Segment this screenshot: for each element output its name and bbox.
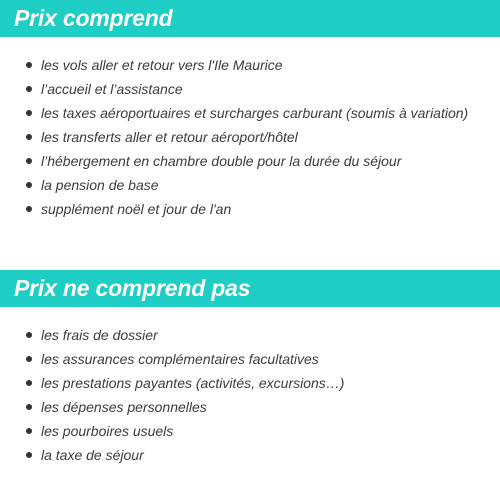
excluded-item [0, 419, 500, 443]
included-header [0, 0, 500, 37]
included-item-label: les vols aller et retour vers l'Ile Maurice [41, 57, 283, 73]
bullet-icon [26, 356, 32, 362]
excluded-list [0, 307, 500, 467]
excluded-item-label: les assurances complémentaires facultatives [41, 351, 319, 367]
included-item [0, 197, 500, 221]
included-item-label: l’hébergement en chambre double pour la durée du séjour [41, 153, 402, 169]
excluded-item-label: la taxe de séjour [41, 447, 144, 463]
bullet-icon [26, 110, 32, 116]
excluded-item [0, 323, 500, 347]
excluded-item [0, 371, 500, 395]
excluded-item [0, 347, 500, 371]
bullet-icon [26, 158, 32, 164]
bullet-icon [26, 182, 32, 188]
included-item [0, 101, 500, 125]
bullet-icon [26, 134, 32, 140]
bullet-icon [26, 62, 32, 68]
bullet-icon [26, 86, 32, 92]
included-item-label: les taxes aéroportuaires et surcharges carburant (soumis à variation) [41, 105, 469, 121]
bullet-icon [26, 428, 32, 434]
included-title: Prix comprend [14, 5, 173, 31]
included-item [0, 77, 500, 101]
included-item-label: la pension de base [41, 177, 159, 193]
included-item [0, 53, 500, 77]
bullet-icon [26, 452, 32, 458]
included-item-label: l’accueil et l’assistance [41, 81, 183, 97]
excluded-item-label: les pourboires usuels [41, 423, 174, 439]
included-item-label: supplément noël et jour de l'an [41, 201, 232, 217]
included-item [0, 149, 500, 173]
excluded-item-label: les frais de dossier [41, 327, 158, 343]
included-item-label: les transferts aller et retour aéroport/hôtel [41, 129, 298, 145]
bullet-icon [26, 380, 32, 386]
excluded-section [0, 270, 500, 467]
bullet-icon [26, 206, 32, 212]
bullet-icon [26, 404, 32, 410]
excluded-item-label: les dépenses personnelles [41, 399, 207, 415]
excluded-header [0, 270, 500, 307]
excluded-item [0, 395, 500, 419]
included-list [0, 37, 500, 221]
included-section [0, 0, 500, 221]
bullet-icon [26, 332, 32, 338]
excluded-item [0, 443, 500, 467]
excluded-item-label: les prestations payantes (activités, excursions…) [41, 375, 345, 391]
included-item [0, 125, 500, 149]
excluded-title: Prix ne comprend pas [14, 275, 251, 301]
included-item [0, 173, 500, 197]
